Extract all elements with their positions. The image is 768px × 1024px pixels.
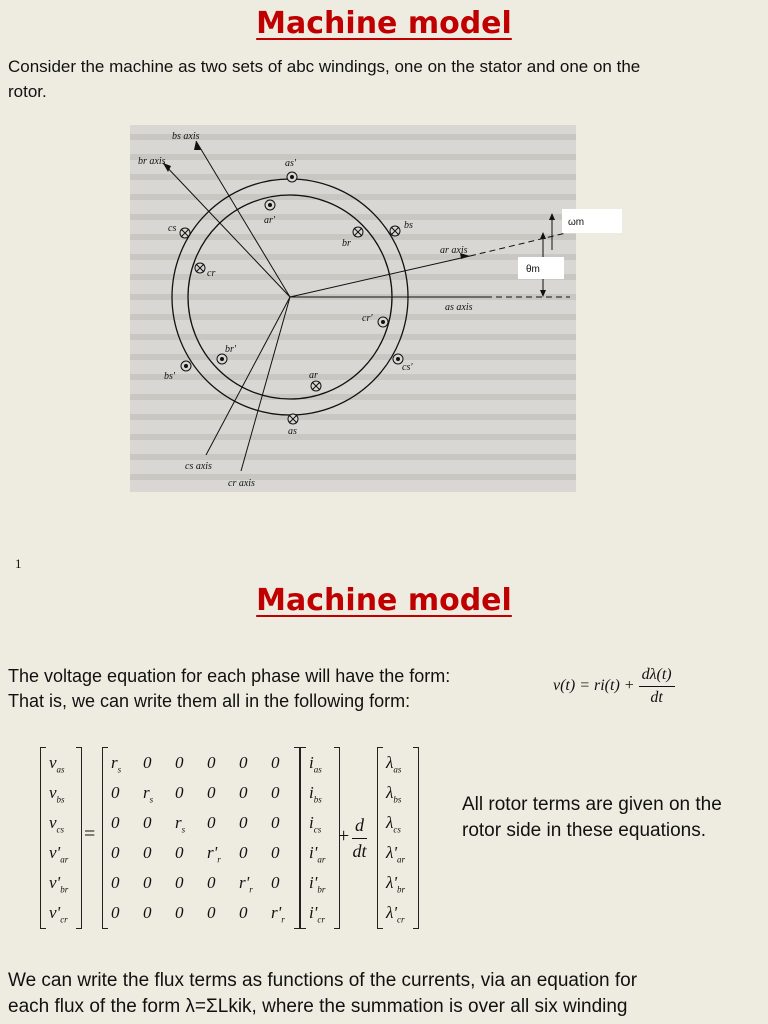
bs-axis-label: bs axis: [172, 131, 200, 142]
cs-conductor: [180, 228, 190, 238]
ar-axis-label: ar axis: [440, 245, 468, 256]
flux-vector-entry: $\lambda_{as}$: [386, 753, 402, 775]
resistance-matrix-entry: 0: [143, 903, 152, 922]
plus-sign: +: [338, 825, 350, 847]
current-vector: [300, 747, 340, 929]
resistance-matrix-entry: $r'_r$: [207, 843, 221, 865]
resistance-matrix-entry: $r_s$: [111, 753, 122, 775]
bs-prime-label: bs': [164, 371, 176, 382]
current-vector-entry: $i'_{br}$: [309, 873, 326, 895]
resistance-matrix-entry: $r'_r$: [239, 873, 253, 895]
resistance-matrix-entry: 0: [111, 873, 120, 892]
resistance-matrix-entry: $r_s$: [175, 813, 186, 835]
intro-text: Consider the machine as two sets of abc windings, one on the stator and one on the rotor.: [8, 57, 641, 101]
cr-conductor: [195, 263, 205, 273]
br-prime-label: br': [225, 344, 237, 355]
omega-m-label: ωm: [568, 217, 585, 228]
flux-vector-entry: $\lambda_{cs}$: [386, 813, 401, 835]
resistance-matrix-entry: 0: [239, 753, 248, 772]
bs-prime-conductor: [181, 361, 191, 371]
voltage-equation: v(t) = ri(t) + $\frac{d\lambda(t)}{dt}$: [553, 666, 675, 707]
resistance-matrix-entry: 0: [271, 843, 280, 862]
as-label: as: [288, 426, 297, 437]
br-prime-conductor: [217, 354, 227, 364]
current-vector-entry: $i_{cs}$: [309, 813, 322, 835]
equals-sign: =: [84, 823, 96, 845]
resistance-matrix-entry: 0: [111, 813, 120, 832]
cr-axis-label: cr axis: [228, 478, 255, 489]
slide2-title: Machine model: [256, 583, 512, 618]
resistance-matrix-entry: 0: [239, 903, 248, 922]
voltage-vector-entry: $v'_{ar}$: [49, 843, 69, 865]
voltage-vector-entry: $v_{bs}$: [49, 783, 65, 805]
resistance-matrix-entry: 0: [111, 843, 120, 862]
voltage-intro-text: The voltage equation for each phase will have the form: That is, we can write them all in the following form:: [8, 666, 451, 711]
theta-m-label: θm: [526, 264, 540, 275]
resistance-matrix-entry: 0: [207, 903, 216, 922]
as-prime-conductor: [287, 172, 297, 182]
ar-label: ar: [309, 370, 318, 381]
current-vector-entry: $i_{bs}$: [309, 783, 322, 805]
as-conductor: [288, 414, 298, 424]
flux-terms-text: We can write the flux terms as functions of the currents, via an equation for each flux of the form λ=ΣLkik, where the summation is over all six winding: [8, 970, 638, 1017]
resistance-matrix-entry: 0: [271, 753, 280, 772]
resistance-matrix-entry: 0: [175, 843, 184, 862]
resistance-matrix-entry: 0: [271, 783, 280, 802]
current-vector-entry: $i'_{cr}$: [309, 903, 325, 925]
voltage-vector-entry: $v'_{br}$: [49, 873, 69, 895]
cs-prime-label: cs': [402, 362, 413, 373]
resistance-matrix-entry: 0: [175, 903, 184, 922]
cr-axis-line: [241, 297, 290, 471]
br-label: br: [342, 238, 351, 249]
as-axis-label: as axis: [445, 302, 473, 313]
ar-prime-label: ar': [264, 215, 276, 226]
resistance-matrix-entry: 0: [175, 783, 184, 802]
flux-vector-entry: $\lambda'_{ar}$: [386, 843, 406, 865]
cr-prime-conductor: [378, 317, 388, 327]
resistance-matrix-entry: 0: [143, 843, 152, 862]
resistance-matrix-entry: 0: [239, 813, 248, 832]
current-vector-entry: $i_{as}$: [309, 753, 322, 775]
machine-winding-diagram: [130, 125, 585, 492]
bs-label: bs: [404, 220, 413, 231]
resistance-matrix-entry: 0: [271, 873, 280, 892]
slide1-title: Machine model: [256, 6, 512, 41]
flux-vector-entry: $\lambda'_{br}$: [386, 873, 406, 895]
resistance-matrix-entry: 0: [207, 813, 216, 832]
cs-label: cs: [168, 223, 177, 234]
resistance-matrix-entry: $r'_r$: [271, 903, 285, 925]
resistance-matrix-entry: 0: [111, 903, 120, 922]
ar-conductor: [311, 381, 321, 391]
resistance-matrix-entry: 0: [175, 753, 184, 772]
flux-vector-entry: $\lambda'_{cr}$: [386, 903, 405, 925]
ar-prime-conductor: [265, 200, 275, 210]
resistance-matrix-entry: $r_s$: [143, 783, 154, 805]
resistance-matrix-entry: 0: [239, 843, 248, 862]
voltage-vector-entry: $v_{as}$: [49, 753, 65, 775]
rotor-terms-note: All rotor terms are given on the rotor side in these equations.: [462, 794, 722, 841]
voltage-vector-entry: $v_{cs}$: [49, 813, 65, 835]
resistance-matrix-entry: 0: [143, 753, 152, 772]
as-prime-label: as': [285, 158, 297, 169]
cr-label: cr: [207, 268, 216, 279]
resistance-matrix-entry: 0: [207, 753, 216, 772]
flux-vector-entry: $\lambda_{bs}$: [386, 783, 402, 805]
current-vector-entry: $i'_{ar}$: [309, 843, 326, 865]
resistance-matrix: [102, 747, 300, 929]
bs-conductor: [390, 226, 400, 236]
br-conductor: [353, 227, 363, 237]
derivative-operator: $\frac{d}{dt}$: [352, 815, 367, 861]
cs-axis-label: cs axis: [185, 461, 212, 472]
resistance-matrix-entry: 0: [207, 783, 216, 802]
cr-prime-label: cr': [362, 313, 373, 324]
resistance-matrix-entry: 0: [175, 873, 184, 892]
resistance-matrix-entry: 0: [271, 813, 280, 832]
resistance-matrix-entry: 0: [143, 813, 152, 832]
page-number: 1: [15, 556, 22, 571]
flux-vector: [377, 747, 419, 929]
resistance-matrix-entry: 0: [143, 873, 152, 892]
br-axis-label: br axis: [138, 156, 166, 167]
resistance-matrix-entry: 0: [207, 873, 216, 892]
voltage-vector-entry: $v'_{cr}$: [49, 903, 68, 925]
resistance-matrix-entry: 0: [239, 783, 248, 802]
resistance-matrix-entry: 0: [111, 783, 120, 802]
voltage-vector: [40, 747, 82, 929]
